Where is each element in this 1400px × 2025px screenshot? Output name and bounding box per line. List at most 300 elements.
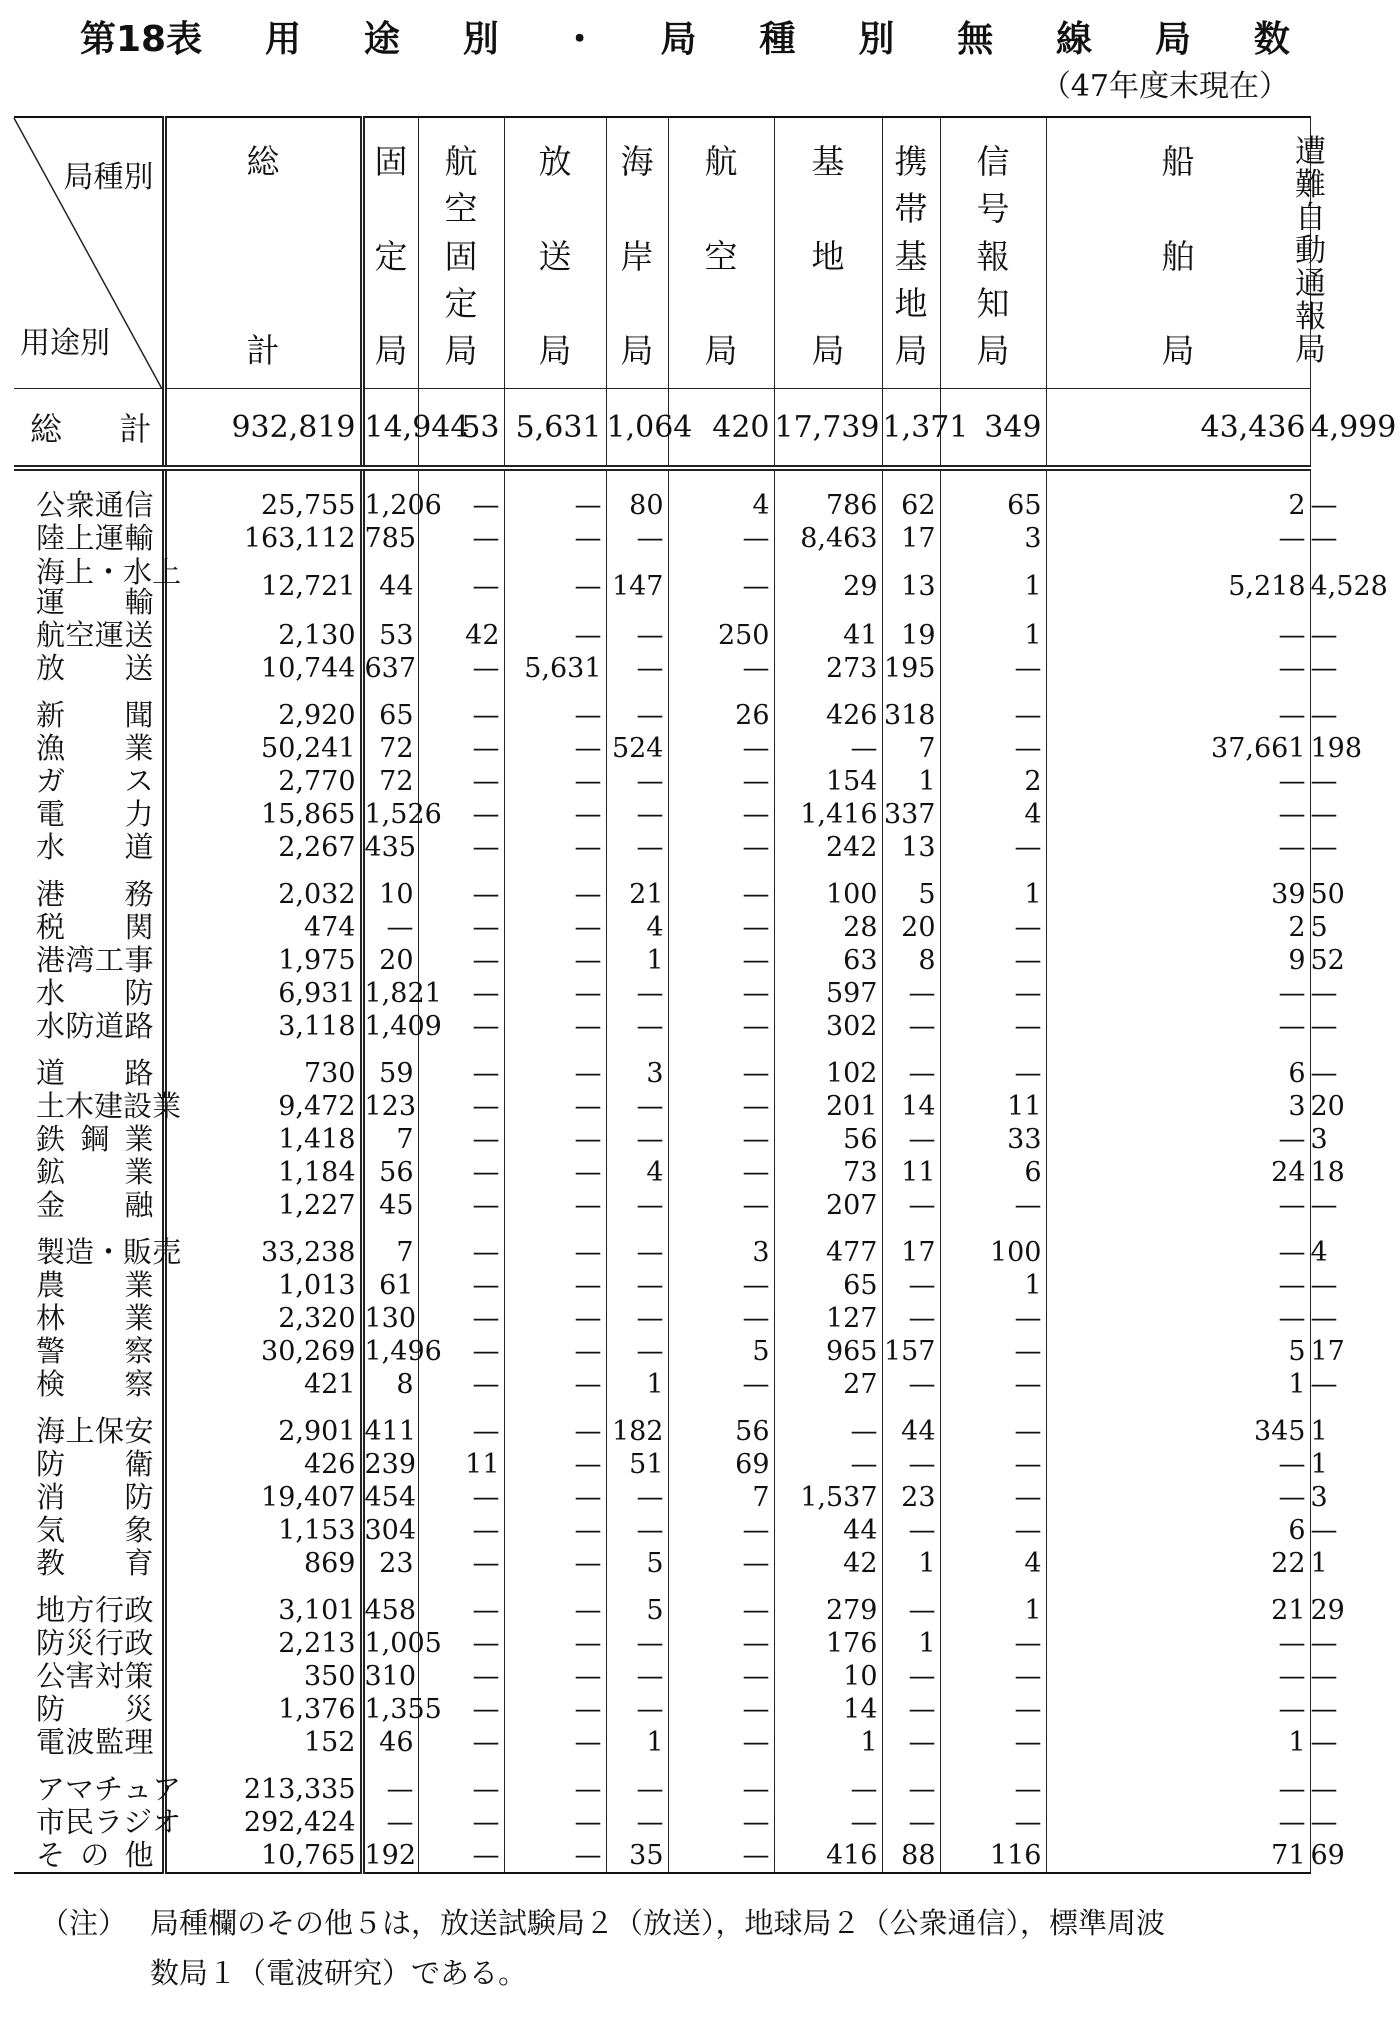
cell-value: — xyxy=(1014,1694,1042,1725)
table-cell xyxy=(362,1726,418,1759)
table-cell xyxy=(504,765,606,798)
cell-value: 5 xyxy=(752,1336,770,1367)
table-cell xyxy=(940,1580,1046,1627)
cell-value: 72 xyxy=(379,733,414,764)
cell-value: — xyxy=(472,879,500,910)
row-label-char: 造 xyxy=(65,1235,95,1269)
cell-value: — xyxy=(1014,700,1042,731)
cell-value: — xyxy=(742,1548,770,1579)
row-label-char: 路 xyxy=(124,1009,154,1043)
table-cell xyxy=(668,652,774,685)
cell-value: — xyxy=(742,1774,770,1805)
row-label-char: 設 xyxy=(123,1089,153,1123)
row-label xyxy=(14,765,164,798)
cell-value: 192 xyxy=(364,1840,417,1871)
row-label-char: 防 xyxy=(65,1009,95,1043)
table-cell xyxy=(940,619,1046,652)
cell-value: 1 xyxy=(646,945,664,976)
table-cell xyxy=(362,1043,418,1090)
cell-value: — xyxy=(636,1482,664,1513)
table-row xyxy=(14,1189,1310,1222)
column-header-char: 報 xyxy=(976,236,1010,276)
row-label xyxy=(14,1368,164,1401)
column-header xyxy=(504,117,606,389)
cell-value: — xyxy=(742,1011,770,1042)
cell-value: 2 xyxy=(1288,490,1306,521)
cell-value: 50 xyxy=(1310,879,1345,910)
table-cell xyxy=(882,685,940,732)
cell-value: — xyxy=(1014,1628,1042,1659)
cell-value: 1,005 xyxy=(364,1628,442,1659)
table-cell xyxy=(164,685,362,732)
title-char: 無 xyxy=(957,18,994,60)
cell-value: 1,013 xyxy=(278,1270,356,1301)
column-header-char: 通 xyxy=(1295,266,1326,302)
row-label-char: 方 xyxy=(65,1593,95,1627)
cell-value: 39 xyxy=(1271,879,1306,910)
row-label xyxy=(14,732,164,765)
table-cell xyxy=(668,1627,774,1660)
table-row xyxy=(14,831,1310,864)
cell-value: — xyxy=(742,653,770,684)
table-cell xyxy=(940,732,1046,765)
row-label-char: 運 xyxy=(94,521,124,555)
cell-value: — xyxy=(636,1628,664,1659)
table-cell xyxy=(362,1627,442,1660)
cell-value: — xyxy=(472,523,500,554)
cell-value: — xyxy=(472,1628,500,1659)
row-label-char: 木 xyxy=(65,1089,95,1123)
table-row xyxy=(14,1481,1310,1514)
cell-value: 2,267 xyxy=(278,832,356,863)
row-label-char: チ xyxy=(94,1772,124,1806)
table-cell xyxy=(504,1806,606,1839)
table-cell xyxy=(668,685,774,732)
table-cell xyxy=(882,1368,940,1401)
row-label xyxy=(14,1726,164,1759)
table-cell xyxy=(882,522,940,555)
cell-value: — xyxy=(908,978,936,1009)
table-cell xyxy=(668,1043,774,1090)
cell-value: — xyxy=(1278,1628,1306,1659)
table-cell xyxy=(164,732,362,765)
row-label-char: オ xyxy=(152,1805,182,1839)
cell-value: 4 xyxy=(1024,1548,1042,1579)
table-cell xyxy=(1046,977,1310,1010)
table-cell xyxy=(362,1448,418,1481)
cell-value: 1 xyxy=(646,1369,664,1400)
table-cell xyxy=(504,1660,606,1693)
radio-station-table xyxy=(14,116,1397,1874)
cell-value: 56 xyxy=(379,1157,414,1188)
row-label-char: ア xyxy=(152,1772,182,1806)
cell-value: 4,528 xyxy=(1310,571,1388,602)
table-cell xyxy=(362,1368,418,1401)
cell-value: 4 xyxy=(646,912,664,943)
cell-value: — xyxy=(574,978,602,1009)
cell-value: — xyxy=(636,1091,664,1122)
table-cell xyxy=(940,1222,1046,1269)
cell-value: — xyxy=(850,1449,878,1480)
table-cell xyxy=(668,1010,774,1043)
table-cell xyxy=(504,1156,606,1189)
cell-value: — xyxy=(472,1727,500,1758)
cell-value: 11 xyxy=(465,1449,500,1480)
table-cell xyxy=(418,685,504,732)
row-label-char: 防 xyxy=(36,1447,66,1481)
cell-value: 11 xyxy=(1007,1091,1042,1122)
table-cell xyxy=(1046,1580,1310,1627)
table-cell xyxy=(668,1368,774,1401)
cell-value: 207 xyxy=(825,1190,878,1221)
cell-value: — xyxy=(1014,1661,1042,1692)
row-label-char: 聞 xyxy=(124,698,154,732)
table-cell xyxy=(940,1448,1046,1481)
cell-value: 33,238 xyxy=(261,1237,356,1268)
table-cell xyxy=(164,619,362,652)
table-row xyxy=(14,1401,1310,1448)
cell-value: — xyxy=(574,766,602,797)
cell-value: — xyxy=(1278,620,1306,651)
cell-value: — xyxy=(574,1011,602,1042)
cell-value: — xyxy=(742,1303,770,1334)
column-header xyxy=(940,117,1046,389)
cell-value: — xyxy=(1310,1270,1338,1301)
cell-value: 20 xyxy=(379,945,414,976)
row-label-char: 業 xyxy=(124,1155,154,1189)
cell-value: — xyxy=(574,1840,602,1871)
table-cell xyxy=(418,1660,504,1693)
cell-value: — xyxy=(742,523,770,554)
cell-value: 102 xyxy=(825,1058,878,1089)
row-label-char: 地 xyxy=(36,1593,66,1627)
row-label xyxy=(14,1481,164,1514)
cell-value: 279 xyxy=(825,1595,878,1626)
table-cell xyxy=(940,1156,1046,1189)
table-cell xyxy=(1046,1335,1310,1368)
row-label-char: 道 xyxy=(94,1009,124,1043)
table-row xyxy=(14,1448,1310,1481)
corner-label-usage: 用途別 xyxy=(20,326,110,361)
table-row xyxy=(14,1123,1310,1156)
table-cell xyxy=(418,1401,504,1448)
note-label: （注） xyxy=(40,1906,128,1940)
cell-value: — xyxy=(1278,1661,1306,1692)
table-cell xyxy=(882,1043,940,1090)
table-cell xyxy=(606,1726,668,1759)
table-cell xyxy=(1046,1693,1310,1726)
table-cell xyxy=(606,1368,668,1401)
table-cell xyxy=(774,1481,882,1514)
table-row xyxy=(14,555,1310,619)
cell-value: — xyxy=(908,1515,936,1546)
column-header-char: 航 xyxy=(704,142,738,181)
row-label-char: 水 xyxy=(36,1009,66,1043)
title-char: 数 xyxy=(1253,18,1290,60)
cell-value: — xyxy=(574,490,602,521)
table-cell xyxy=(774,1401,882,1448)
row-label-char: 害 xyxy=(65,1659,95,1693)
row-label-char: 道 xyxy=(124,830,154,864)
table-cell xyxy=(362,798,442,831)
table-row xyxy=(14,1660,1310,1693)
table-cell xyxy=(882,1839,940,1873)
table-cell xyxy=(164,1547,362,1580)
table-cell xyxy=(362,765,418,798)
cell-value: — xyxy=(574,1595,602,1626)
cell-value: 35 xyxy=(629,1840,664,1871)
cell-value: 163,112 xyxy=(243,523,356,554)
cell-value: 1 xyxy=(918,1628,936,1659)
row-label-char: 湾 xyxy=(65,943,95,977)
cell-value: — xyxy=(1278,1270,1306,1301)
table-cell xyxy=(606,944,668,977)
table-cell xyxy=(418,944,504,977)
cell-value: — xyxy=(636,523,664,554)
table-cell xyxy=(418,1189,504,1222)
table-cell xyxy=(362,1123,418,1156)
row-label xyxy=(14,1627,164,1660)
cell-value: — xyxy=(908,1369,936,1400)
cell-value: 14 xyxy=(901,1091,936,1122)
cell-value: — xyxy=(1278,766,1306,797)
cell-value: — xyxy=(1310,766,1338,797)
cell-value: — xyxy=(1014,1774,1042,1805)
row-label-char: 売 xyxy=(152,1235,182,1269)
footnote xyxy=(40,1898,1300,1998)
table-cell xyxy=(164,1222,362,1269)
row-label-char: 道 xyxy=(36,1056,66,1090)
table-cell xyxy=(774,1302,882,1335)
cell-value: — xyxy=(1278,1124,1306,1155)
cell-value: 7 xyxy=(396,1124,414,1155)
table-cell xyxy=(504,1269,606,1302)
table-cell xyxy=(668,1759,774,1806)
cell-value: — xyxy=(742,1515,770,1546)
table-cell xyxy=(882,1123,940,1156)
cell-value: — xyxy=(742,978,770,1009)
cell-value: 63 xyxy=(843,945,878,976)
cell-value: — xyxy=(636,1011,664,1042)
table-cell xyxy=(668,1335,774,1368)
cell-value: — xyxy=(472,653,500,684)
total-value: 53 xyxy=(461,409,500,445)
column-header-char: 局 xyxy=(444,331,478,370)
cell-value: 53 xyxy=(379,620,414,651)
cell-value: — xyxy=(472,1011,500,1042)
column-header-char: 定 xyxy=(444,283,478,323)
column-header-char: 局 xyxy=(374,331,408,370)
row-label-char: 保 xyxy=(94,1414,124,1448)
row-label-char: ジ xyxy=(123,1805,153,1839)
column-header xyxy=(668,117,774,389)
table-cell xyxy=(362,685,418,732)
cell-value: 1,376 xyxy=(278,1694,356,1725)
cell-value: 1 xyxy=(1310,1548,1328,1579)
cell-value: — xyxy=(472,1157,500,1188)
cell-value: 29 xyxy=(1310,1595,1345,1626)
column-header-char: 局 xyxy=(1161,331,1195,370)
cell-value: 24 xyxy=(1271,1157,1306,1188)
table-cell xyxy=(1046,1806,1310,1839)
table-cell xyxy=(774,1123,882,1156)
row-label-char: 消 xyxy=(36,1480,66,1514)
cell-value: — xyxy=(636,1270,664,1301)
table-cell xyxy=(606,831,668,864)
cell-value: 37,661 xyxy=(1211,733,1306,764)
cell-value: — xyxy=(636,1237,664,1268)
cell-value: — xyxy=(472,1595,500,1626)
table-cell xyxy=(668,1806,774,1839)
cell-value: 30,269 xyxy=(261,1336,356,1367)
cell-value: — xyxy=(908,1807,936,1838)
row-label xyxy=(14,911,164,944)
row-label-char: 行 xyxy=(94,1593,124,1627)
title-char: ・ xyxy=(561,18,598,60)
table-cell xyxy=(606,732,668,765)
column-header-char: 計 xyxy=(246,331,280,370)
cell-value: — xyxy=(574,1416,602,1447)
cell-value: 4 xyxy=(752,490,770,521)
cell-value: — xyxy=(1014,653,1042,684)
table-cell xyxy=(504,1368,606,1401)
table-cell xyxy=(940,977,1046,1010)
table-cell xyxy=(164,1839,362,1873)
column-header-char: 基 xyxy=(811,142,845,181)
cell-value: — xyxy=(472,733,500,764)
cell-value: 454 xyxy=(364,1482,417,1513)
table-cell xyxy=(164,1090,362,1123)
cell-value: 239 xyxy=(364,1449,417,1480)
row-label-char: 業 xyxy=(124,1301,154,1335)
table-cell xyxy=(606,1156,668,1189)
cell-value: 7 xyxy=(396,1237,414,1268)
cell-value: 273 xyxy=(825,653,878,684)
cell-value: 198 xyxy=(1310,733,1363,764)
table-cell xyxy=(668,1401,774,1448)
cell-value: — xyxy=(742,1124,770,1155)
table-cell xyxy=(668,1839,774,1873)
table-cell xyxy=(164,1401,362,1448)
cell-value: — xyxy=(1310,1515,1338,1546)
row-label-char: 災 xyxy=(65,1626,95,1660)
cell-value: — xyxy=(636,799,664,830)
table-cell xyxy=(606,1759,668,1806)
table-cell xyxy=(164,864,362,911)
cell-value: — xyxy=(574,1727,602,1758)
table-cell xyxy=(362,1269,418,1302)
cell-value: — xyxy=(1310,1774,1338,1805)
column-header-char: 送 xyxy=(538,236,572,276)
cell-value: 27 xyxy=(843,1369,878,1400)
table-cell xyxy=(940,1547,1046,1580)
cell-value: — xyxy=(1310,653,1338,684)
cell-value: — xyxy=(1278,799,1306,830)
cell-value: — xyxy=(742,799,770,830)
table-cell xyxy=(504,1123,606,1156)
cell-value: 524 xyxy=(611,733,664,764)
cell-value: 80 xyxy=(629,490,664,521)
row-label xyxy=(14,1156,164,1189)
cell-value: 6 xyxy=(1024,1157,1042,1188)
table-cell xyxy=(882,1759,940,1806)
cell-value: — xyxy=(574,1270,602,1301)
cell-value: 5,218 xyxy=(1228,571,1306,602)
table-cell xyxy=(940,1693,1046,1726)
table-cell xyxy=(164,977,362,1010)
table-cell xyxy=(882,1090,940,1123)
table-cell xyxy=(164,468,362,522)
cell-value: 56 xyxy=(843,1124,878,1155)
cell-value: 42 xyxy=(843,1548,878,1579)
table-cell xyxy=(774,468,882,522)
row-label-char: 鉄 xyxy=(36,1122,66,1156)
table-cell xyxy=(504,522,606,555)
table-cell xyxy=(774,765,882,798)
row-label xyxy=(14,1335,164,1368)
cell-value: — xyxy=(742,832,770,863)
cell-value: 5 xyxy=(1288,1336,1306,1367)
cell-value: 304 xyxy=(364,1515,417,1546)
row-label xyxy=(14,1580,164,1627)
cell-value: 69 xyxy=(735,1449,770,1480)
cell-value: — xyxy=(472,799,500,830)
column-header-char: 固 xyxy=(374,142,408,181)
cell-value: — xyxy=(1310,1628,1338,1659)
cell-value: 1 xyxy=(646,1727,664,1758)
cell-value: — xyxy=(574,571,602,602)
cell-value: 786 xyxy=(825,490,878,521)
cell-value: — xyxy=(574,1694,602,1725)
cell-value: 1,526 xyxy=(364,799,442,830)
table-cell xyxy=(606,1514,668,1547)
table-cell xyxy=(668,1481,774,1514)
row-label-char: 空 xyxy=(65,618,95,652)
note-line-2: 数局１（電波研究）である。 xyxy=(150,1956,528,1990)
cell-value: — xyxy=(386,912,414,943)
cell-value: 1 xyxy=(1310,1449,1328,1480)
table-cell xyxy=(1046,831,1310,864)
table-cell xyxy=(606,1660,668,1693)
row-label-char: 教 xyxy=(36,1546,66,1580)
row-label-char: 通 xyxy=(94,488,124,522)
cell-value: 2 xyxy=(1024,766,1042,797)
title-char: 線 xyxy=(1056,18,1093,60)
row-label-char: 政 xyxy=(124,1593,154,1627)
cell-value: 421 xyxy=(303,1369,356,1400)
cell-value: 1 xyxy=(1288,1369,1306,1400)
cell-value: — xyxy=(1014,1190,1042,1221)
cell-value: 213,335 xyxy=(243,1774,356,1805)
row-label-char: ア xyxy=(36,1772,66,1806)
table-cell xyxy=(362,619,418,652)
table-cell xyxy=(1046,1448,1310,1481)
row-label-char: 路 xyxy=(124,1056,154,1090)
row-label-char: 総 xyxy=(30,410,63,448)
cell-value: — xyxy=(574,945,602,976)
cell-value: 426 xyxy=(303,1449,356,1480)
table-cell xyxy=(164,1335,362,1368)
table-row xyxy=(14,468,1310,522)
table-cell xyxy=(1046,944,1310,977)
row-label-char: の xyxy=(80,1838,110,1872)
table-row xyxy=(14,911,1310,944)
cell-value: — xyxy=(472,1548,500,1579)
cell-value: — xyxy=(472,978,500,1009)
cell-value: 2,213 xyxy=(278,1628,356,1659)
title-char: 別 xyxy=(462,18,499,60)
row-label-char: 信 xyxy=(124,488,154,522)
